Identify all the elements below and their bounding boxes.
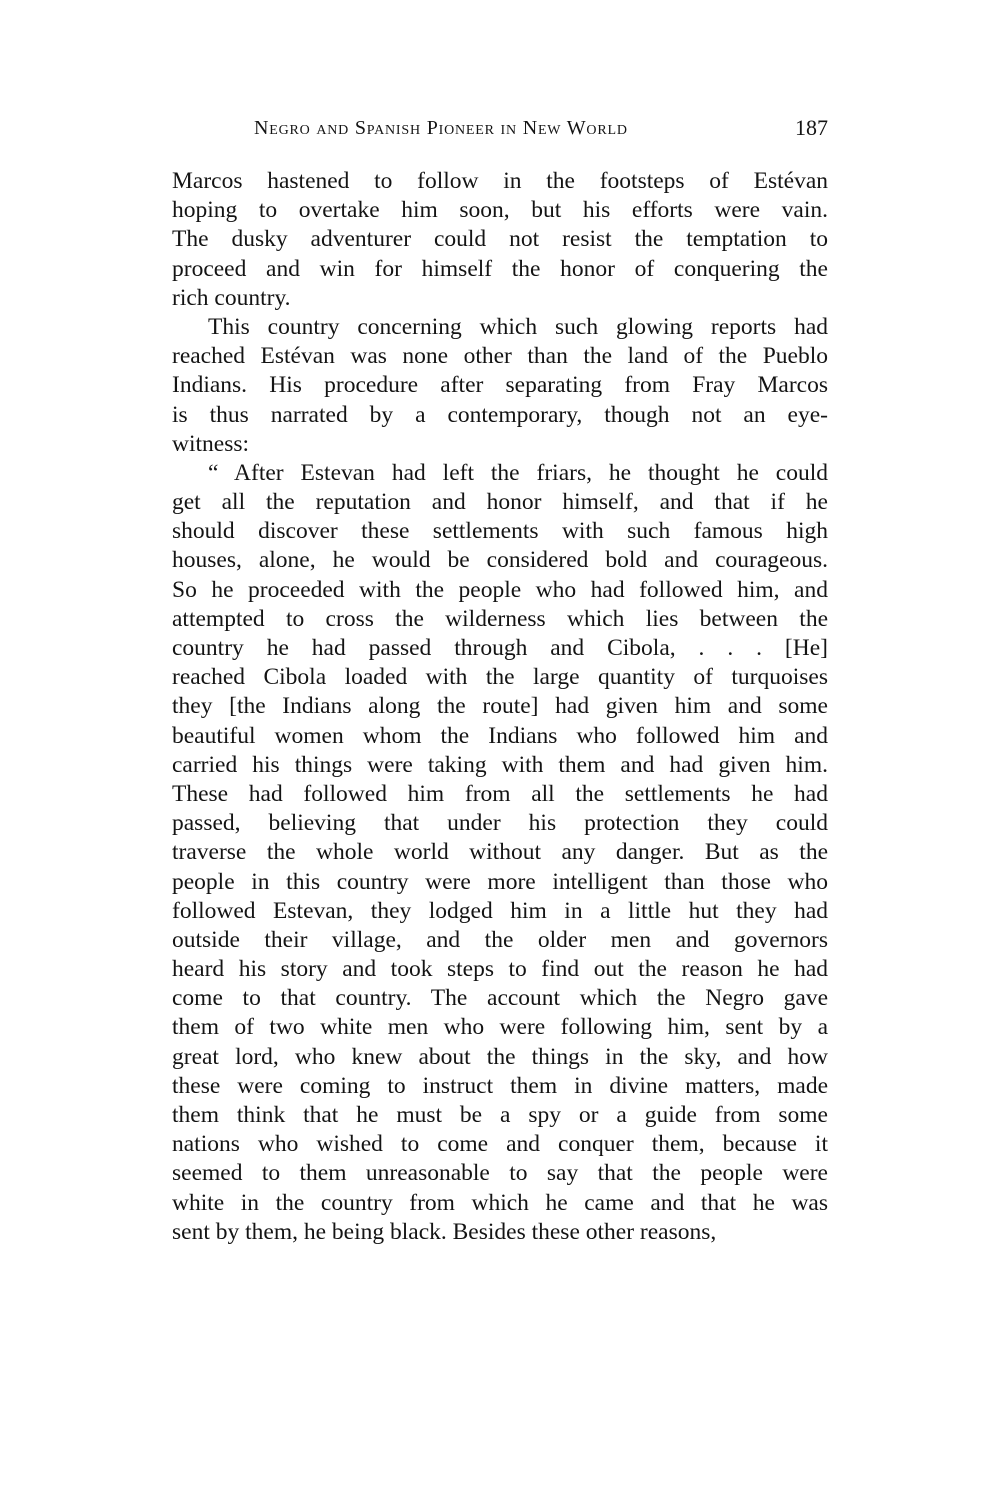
text-line: people in this country were more intelligent than those who [172, 868, 828, 895]
text-line: they [the Indians along the route] had given him and some [172, 693, 828, 720]
text-line: is thus narrated by a contemporary, though not an eye- [172, 401, 828, 428]
text-line: these were coming to instruct them in divine matters, made [172, 1072, 828, 1099]
text-line: come to that country. The account which the Negro gave [172, 985, 828, 1012]
text-line: rich country. [172, 284, 291, 311]
text-line: hoping to overtake him soon, but his efforts were vain. [172, 197, 828, 224]
text-line: This country concerning which such glowing reports had [208, 313, 828, 340]
text-line: country he had passed through and Cibola, . . . [He] [172, 635, 828, 661]
text-line: proceed and win for himself the honor of conquering the [172, 255, 828, 282]
text-line: outside their village, and the older men and governors [172, 926, 828, 953]
text-line: reached Cibola loaded with the large quantity of turquoises [172, 664, 828, 691]
text-line: great lord, who knew about the things in the sky, and how [172, 1043, 828, 1070]
running-head [172, 117, 828, 147]
text-line: Indians. His procedure after separating from Fray Marcos [172, 372, 828, 399]
text-line: nations who wished to come and conquer them, because it [172, 1131, 828, 1158]
paragraph [172, 313, 828, 459]
text-line: heard his story and took steps to find out the reason he had [172, 956, 828, 983]
text-line: passed, believing that under his protection they could [172, 810, 828, 837]
text-line: seemed to them unreasonable to say that the people were [172, 1160, 828, 1187]
text-line: These had followed him from all the settlements he had [172, 780, 828, 807]
text-line: So he proceeded with the people who had followed him, and [172, 576, 828, 603]
text-line: white in the country from which he came and that he was [172, 1189, 828, 1216]
text-line: should discover these settlements with such famous high [172, 518, 828, 545]
text-line: sent by them, he being black. Besides these other reasons, [172, 1218, 717, 1245]
text-line: attempted to cross the wilderness which lies between the [172, 605, 828, 632]
text-line: them of two white men who were following him, sent by a [172, 1014, 828, 1041]
body-text [172, 167, 828, 1247]
text-line: houses, alone, he would be considered bold and courageous. [172, 547, 828, 574]
text-line: reached Estévan was none other than the land of the Pueblo [172, 343, 828, 370]
running-title: Negro and Spanish Pioneer in New World [254, 117, 628, 139]
text-line: traverse the whole world without any danger. But as the [172, 839, 828, 866]
text-line: them think that he must be a spy or a guide from some [172, 1102, 828, 1128]
paragraph [172, 167, 828, 313]
text-line: carried his things were taking with them and had given him. [172, 751, 828, 778]
page-number: 187 [795, 115, 828, 140]
text-line: beautiful women whom the Indians who followed him and [172, 722, 828, 749]
text-line: “ After Estevan had left the friars, he thought he could [208, 459, 828, 486]
paragraph [172, 459, 828, 1247]
text-line: Marcos hastened to follow in the footsteps of Estévan [172, 168, 828, 194]
text-line: witness: [172, 430, 250, 457]
text-line: followed Estevan, they lodged him in a little hut they had [172, 897, 828, 924]
text-line: get all the reputation and honor himself, and that if he [172, 489, 828, 516]
text-line: The dusky adventurer could not resist the temptation to [172, 226, 828, 253]
